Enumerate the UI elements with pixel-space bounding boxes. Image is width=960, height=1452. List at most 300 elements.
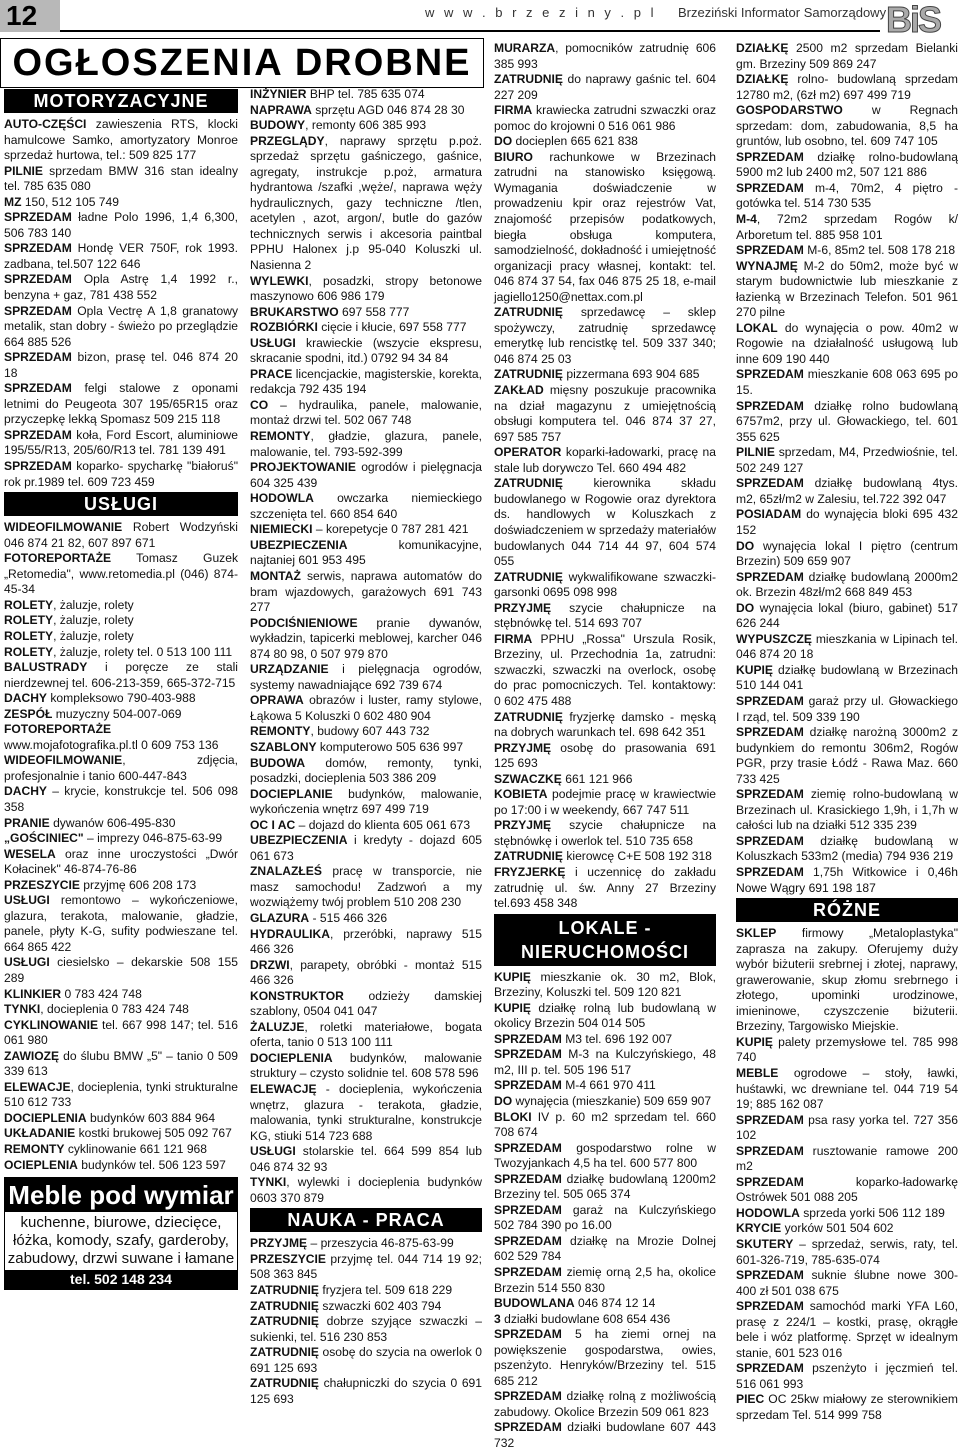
ad-text: , żaluzje, rolety xyxy=(53,613,134,628)
ad-keyword: REMONTY xyxy=(250,724,311,739)
ad-item xyxy=(736,601,958,632)
ad-text: ładne Polo 1996, 1,4 6,300, 506 783 140 xyxy=(4,210,238,240)
ad-keyword: DO xyxy=(736,600,755,615)
ad-text: kierownika składu budowlanego w Rogowie oraz dyrektora ds. handlowych w Koluszkach z doświadczeniem w sprzedaży materiałów budowlanych 044 714 44 97, 604 574 055 xyxy=(494,476,716,569)
ad-text: mieszkania w Lipinach tel. 046 874 20 18 xyxy=(736,631,958,662)
ad-keyword: ZAKŁAD xyxy=(494,383,544,398)
ads-lokale-2 xyxy=(736,41,958,896)
ad-text: , docieplenia 0 783 424 748 xyxy=(40,1002,189,1017)
ad-item xyxy=(494,1141,716,1172)
meble-ad xyxy=(4,1177,238,1290)
ad-text: m-4, 70m2, 4 piętro - gotówka tel. 514 730 535 xyxy=(736,180,958,211)
ad-keyword: SPRZEDAM xyxy=(494,1078,562,1093)
ad-text: pizzermana 693 904 685 xyxy=(562,367,700,382)
ad-item xyxy=(250,460,482,491)
ad-item xyxy=(736,1144,958,1175)
ad-text: kostki brukowej 505 092 767 xyxy=(75,1126,232,1141)
ad-text: szwaczki 602 403 794 xyxy=(318,1298,442,1313)
ad-item xyxy=(4,520,238,551)
ad-item xyxy=(250,87,482,103)
ad-item xyxy=(250,522,482,538)
ad-item xyxy=(736,1206,958,1222)
ads-lokale-1 xyxy=(494,970,716,1452)
ad-item xyxy=(736,1066,958,1113)
ad-keyword: ZATRUDNIĘ xyxy=(494,569,563,584)
ad-item xyxy=(250,616,482,663)
ad-keyword: USŁUGI xyxy=(4,893,50,908)
ad-keyword: USŁUGI xyxy=(250,1144,296,1159)
ad-item xyxy=(736,926,958,1035)
meble-title: Meble pod wymiar xyxy=(5,1178,237,1212)
ad-item xyxy=(4,645,238,661)
ad-text: dywanów 606-495-830 xyxy=(49,815,176,830)
ad-item xyxy=(250,103,482,119)
ad-text: sprzętu AGD 046 874 28 30 xyxy=(311,102,465,117)
ad-item xyxy=(250,118,482,134)
ad-keyword: SPRZEDAM xyxy=(4,350,72,365)
ad-item xyxy=(736,1268,958,1299)
ad-keyword: MEBLE xyxy=(736,1066,779,1080)
ad-keyword: KUPIĘ xyxy=(494,969,531,984)
ad-keyword: KOBIETA xyxy=(494,787,548,802)
ad-item xyxy=(250,740,482,756)
ad-keyword: SPRZEDAM xyxy=(736,1143,804,1158)
ad-keyword: PRZYJMĘ xyxy=(250,1236,308,1251)
ad-keyword: FOTOREPORTAŻE xyxy=(4,722,112,737)
ad-text: krawieckie (wszycie ekspresu, skracanie spodni, itd.) 0792 94 34 84 xyxy=(250,335,482,366)
ad-text: M3 tel. 696 192 007 xyxy=(561,1031,673,1046)
ad-keyword: PODCIŚNIENIOWE xyxy=(250,615,358,630)
ad-item xyxy=(250,1020,482,1051)
ad-keyword: ZATRUDNIĘ xyxy=(494,709,563,724)
ad-text: wynajęcia (mieszkanie) 509 659 907 xyxy=(512,1094,712,1108)
ad-keyword: SPRZEDAM xyxy=(736,1268,804,1283)
ad-text: pracę w transporcie, nie masz samochodu! Zadzwoń a my wozwiążemy twój problem 510 208 230 xyxy=(250,864,482,910)
ad-item xyxy=(494,1032,716,1048)
ad-keyword: 3 xyxy=(494,1311,501,1326)
ad-keyword: SPRZEDAM xyxy=(736,180,804,195)
ad-item xyxy=(494,1110,716,1141)
ad-keyword: SPRZEDAM xyxy=(4,459,72,474)
ad-keyword: PROJEKTOWANIE xyxy=(250,460,356,475)
ad-text: sprzeda yorki 506 112 189 xyxy=(799,1205,945,1220)
ad-item xyxy=(4,816,238,832)
ad-item xyxy=(494,818,716,849)
ad-item xyxy=(736,787,958,834)
ad-text: budynków tel. 506 123 597 xyxy=(77,1157,226,1172)
ad-item xyxy=(250,398,482,429)
ad-text: działkę budowlaną 2000m2 ok. Brzezin 48zł/m2 668 849 453 xyxy=(736,569,958,600)
ad-text: chałupniczki do szycia 0 691 125 693 xyxy=(250,1376,482,1406)
ad-keyword: WYPUSZCZĘ xyxy=(736,631,812,646)
ad-item xyxy=(494,1420,716,1451)
ad-text: PPHU „Rossa" Urszula Rosik, Brzeziny, ul. Przechodnia 1a, zatrudni: szwaczki, szwaczki na overlock, osobę do prac pomocniczych. Tel. kontaktowy: 0 602 475 488 xyxy=(494,631,716,708)
ad-item xyxy=(250,538,482,569)
ad-keyword: CO xyxy=(250,397,269,412)
ad-text: , docieplenia, tynki strukturalne 510 612 733 xyxy=(4,1079,238,1110)
ad-text: 0 783 424 748 xyxy=(61,986,142,1001)
ad-keyword: SPRZEDAM xyxy=(494,1420,562,1435)
ad-text: działkę na Mrozie Dolnej 602 529 784 xyxy=(494,1233,716,1264)
ad-text: fryzjerkę damsko - męską na dobrych warunkach tel. 698 642 351 xyxy=(494,709,716,740)
ad-keyword: SPRZEDAM xyxy=(736,398,804,413)
ad-keyword: BALUSTRADY xyxy=(4,660,88,675)
ad-text: tel. 667 998 147; tel. 516 061 980 xyxy=(4,1017,238,1048)
section-rozne: RÓŻNE xyxy=(736,898,958,922)
ad-item xyxy=(4,955,238,986)
ad-keyword: GOSPODARSTWO xyxy=(736,103,843,118)
ad-text: komunikacyjne, najtaniej 601 953 495 xyxy=(250,537,482,568)
ad-keyword: SPRZEDAM xyxy=(494,1202,562,1217)
ad-keyword: SPRZEDAM xyxy=(736,864,804,879)
ad-text: , parapety, obróbki - montaż 515 466 326 xyxy=(250,957,482,988)
ad-keyword: WIDEOFILMOWANIE xyxy=(4,520,123,535)
ad-text: – imprezy 046-875-63-99 xyxy=(83,831,223,846)
ad-text: działkę budowlaną w Koluszkach 533m2 (media) 794 936 219 xyxy=(736,833,958,864)
ad-item xyxy=(494,970,716,1001)
ad-item xyxy=(4,428,238,459)
ad-text: , 72m2 sprzedam Rogów k/ Arboretum tel. 885 958 101 xyxy=(736,212,958,242)
ad-item xyxy=(250,662,482,693)
ad-keyword: KLINKIER xyxy=(4,986,62,1001)
ad-keyword: DO xyxy=(494,134,513,149)
ad-text: samochód marki YFA L60, prasę z 224/1 – kostki, prasę, okrągłe bele i wóz platformę. Sprzęt w idealnym stanie, 601 523 016 xyxy=(736,1299,958,1360)
ad-item xyxy=(494,601,716,632)
ad-text: 2500 m2 sprzedam Bielanki gm. Brzeziny 509 869 247 xyxy=(736,41,958,71)
ad-item xyxy=(4,707,238,723)
ad-item xyxy=(4,1018,238,1049)
ad-text: Robert Wodzyński 046 874 21 82, 607 897 671 xyxy=(4,520,238,550)
ad-keyword: OPRAWA xyxy=(250,693,304,708)
ad-text: szycie chałupnicze na stębnówkę tel. 514 693 707 xyxy=(494,600,716,631)
ad-item xyxy=(494,632,716,710)
ad-text: koparko-ładowarkę Ostrówek 501 088 205 xyxy=(736,1174,958,1205)
ad-keyword: USŁUGI xyxy=(250,335,296,350)
ad-item xyxy=(494,367,716,383)
logo-text: BiS xyxy=(886,0,941,40)
page-header xyxy=(0,0,960,40)
ad-keyword: SPRZEDAM xyxy=(736,149,804,164)
ads-uslugi-1 xyxy=(4,520,238,1173)
ad-text: kompleksowo 790-403-988 xyxy=(47,691,196,706)
ad-text: , remonty 606 385 993 xyxy=(305,118,427,133)
ad-item xyxy=(494,1265,716,1296)
ad-text: sprzedawcę – sklep spożywczy, zatrudnię sprzedawcę emerytkę lub rencistkę tel. 509 337 340; 046 874 25 03 xyxy=(494,305,716,366)
ad-item xyxy=(736,103,958,150)
ad-item xyxy=(250,989,482,1020)
ad-keyword: ZATRUDNIĘ xyxy=(494,72,563,87)
site-url[interactable]: w w w . b r z e z i n y . p l xyxy=(425,5,657,20)
ad-text: firmowy „Metaloplastyka" zaprasza na zakupy. Oferujemy duży wybór biżuterii srebrnej i złotej, naprawy, grawerowanie, skup złomu srebrnego i złotego, upominki urodzinowe, imieninowe, czyszczenie biżuterii. Brzeziny, Targowisko Miejskie. xyxy=(736,926,958,1034)
ad-keyword: PRZYJMĘ xyxy=(494,600,552,615)
ad-text: OC 25kw miałowy ze sterownikiem sprzedam Tel. 514 999 758 xyxy=(736,1392,958,1423)
ad-text: dobrze szyjące szwaczki – sukienki, tel. 516 230 853 xyxy=(250,1314,482,1344)
ad-text: 150, 512 105 749 xyxy=(21,194,119,209)
ad-keyword: GLAZURA xyxy=(250,910,310,925)
ad-item xyxy=(494,41,716,72)
ad-keyword: SPRZEDAM xyxy=(494,1389,562,1404)
ad-item xyxy=(250,864,482,911)
ad-keyword: TYNKI xyxy=(250,1175,287,1190)
ad-text: budynków, malowanie struktury – czysto solidnie tel. 608 578 596 xyxy=(250,1050,482,1081)
ad-item xyxy=(250,1236,482,1252)
ad-text: - docieplenia, wykończenia wnętrz, glazura - terakota, gładzie, malowania, tynki strukturalne, konstrukcje KG, stiuki 514 723 688 xyxy=(250,1082,482,1143)
ad-item xyxy=(736,1113,958,1144)
ad-keyword: UBEZPIECZENIA xyxy=(250,537,348,552)
ad-item xyxy=(4,660,238,691)
ad-text: oraz inne uroczystości „Dwór Kołacinek" 46-874-76-86 xyxy=(4,846,238,877)
ad-text: docieplen 665 621 838 xyxy=(512,134,638,149)
ad-item xyxy=(4,1158,238,1174)
ad-keyword: BLOKI xyxy=(494,1109,532,1124)
ad-item xyxy=(494,1094,716,1110)
ad-keyword: ZATRUDNIĘ xyxy=(250,1314,319,1329)
ad-text: serwis, naprawa automatów do bram wjazdowych, garażowych 691 743 277 xyxy=(250,568,482,615)
ad-keyword: REMONTY xyxy=(250,429,311,444)
ad-text: działkę rolno budowlaną 6757m2, przy ul. Głowackiego, tel. 601 355 625 xyxy=(736,398,958,444)
ad-item xyxy=(736,1175,958,1206)
ad-keyword: ZATRUDNIĘ xyxy=(250,1345,319,1360)
ad-keyword: FOTOREPORTAŻE xyxy=(4,551,112,566)
ad-item xyxy=(736,181,958,212)
ad-text: mięsny poszukuje pracownika na dział magazynu z umiejętnością obsługi komputera tel. 046 874 37 27, 697 585 757 xyxy=(494,383,716,444)
ad-keyword: DZIAŁKĘ xyxy=(736,41,789,55)
ad-item xyxy=(4,753,238,784)
ad-keyword: AUTO-CZĘŚCI xyxy=(4,117,87,131)
ad-item xyxy=(250,320,482,336)
ad-keyword: POSIADAM xyxy=(736,507,802,522)
ad-text: przyjmę 606 208 173 xyxy=(79,877,197,892)
page-number: 12 xyxy=(0,0,60,32)
ads-moto xyxy=(4,117,238,490)
ad-text: obrazów i luster, ramy stylowe, Łąkowa 5 Koluszki 0 602 480 904 xyxy=(250,693,482,723)
ad-keyword: ZATRUDNIĘ xyxy=(494,367,563,382)
ad-text: Opla Astrę 1,4 1992 r., benzyna + gaz, 781 438 552 xyxy=(4,272,238,303)
ad-item xyxy=(494,383,716,445)
ad-text: rusztowanie ramowe 200 m2 xyxy=(736,1143,958,1174)
ad-item xyxy=(4,691,238,707)
ad-item xyxy=(4,304,238,351)
ad-keyword: ROLETY xyxy=(4,628,54,643)
ad-text: koparko- spycharkę "białoruś" rok pr.1989 tel. 609 723 459 xyxy=(4,459,238,489)
ad-item xyxy=(250,693,482,724)
ad-keyword: SPRZEDAM xyxy=(494,1265,562,1280)
ad-item xyxy=(494,103,716,134)
ad-keyword: ROLETY xyxy=(4,613,54,628)
ad-text: BHP tel. 785 635 074 xyxy=(306,87,425,101)
ad-keyword: PRZESZYCIE xyxy=(4,877,80,892)
ad-item xyxy=(736,507,958,538)
ad-text: felgi stalowe z oponami letnimi do Peugeota 307 195/65R15 oraz przyczepkę lekką Spomasz 509 215 118 xyxy=(4,381,238,427)
ad-item xyxy=(736,399,958,446)
ad-keyword: SPRZEDAM xyxy=(4,427,72,442)
ad-text: – hydraulika, panele, malowanie, montaż drzwi tel. 502 067 748 xyxy=(250,397,482,428)
ad-text: , naprawy sprzętu p.poż. sprzedaż sprzętu gaśniczego, gaśnice, agregaty, instrukcje p.poż, armatura hydrantowa /szafki ,węże/, naprawa węży hydraulicznych, gazy techniczne /tlen, acetylen , azot, argon/, butle do gazów technicznych serwis i akcesoria paintbal PPHU Halonex j.p 95-040 Koluszki ul. Nasienna 2 xyxy=(250,133,482,273)
ad-item xyxy=(494,150,716,305)
ad-keyword: SPRZEDAM xyxy=(736,243,804,258)
ad-item xyxy=(250,1144,482,1175)
ad-keyword: KUPIĘ xyxy=(736,1034,773,1049)
ad-text: garaż na Kulczyńskiego 502 784 390 po 16.00 xyxy=(494,1202,716,1233)
ad-item xyxy=(4,878,238,894)
ad-text: Tomasz Guzek „Retomedia", www.retomedia.pl (046) 874-45-34 xyxy=(4,551,238,597)
ad-text: i kredyty - dojazd 605 061 673 xyxy=(250,833,482,863)
ad-text: budynków 603 884 964 xyxy=(86,1110,216,1125)
ad-item xyxy=(494,476,716,569)
ad-text: komputerowo 505 636 997 xyxy=(316,739,464,754)
paper-title: Brzeziński Informator Samorządowy xyxy=(678,5,887,20)
ad-keyword: DOCIEPLENIA xyxy=(250,1050,333,1065)
ad-text: zawieszenia RTS, klocki hamulcowe Samko, amortyzatory Monroe sprzedaż hurtowa, tel.: 509 825 177 xyxy=(4,117,238,163)
ad-item xyxy=(736,1035,958,1066)
ad-item xyxy=(250,1314,482,1345)
ad-item xyxy=(494,1078,716,1094)
ad-keyword: ZNALAZŁEŚ xyxy=(250,864,322,879)
ad-item xyxy=(4,210,238,241)
ad-item xyxy=(736,570,958,601)
ad-text: domów, remonty, tynki, posadzki, docieplenia 503 386 209 xyxy=(250,755,482,786)
ad-keyword: DOCIEPLENIA xyxy=(4,1110,87,1125)
ad-keyword: TYNKI xyxy=(4,1002,41,1017)
ad-text: psa rasy yorka tel. 727 356 102 xyxy=(736,1112,958,1143)
ad-keyword: HYDRAULIKA xyxy=(250,926,330,941)
header-rule xyxy=(60,30,880,32)
ad-keyword: ZATRUDNIĘ xyxy=(494,476,563,491)
ad-item xyxy=(250,724,482,740)
ad-keyword: ROZBIÓRKI xyxy=(250,320,318,335)
ad-text: , żaluzje, rolety xyxy=(53,597,134,612)
ad-text: , posadzki, stropy betonowe maszynowo 606 986 179 xyxy=(250,273,482,304)
ad-keyword: SPRZEDAM xyxy=(494,1327,562,1342)
ad-text: garaż przy ul. Głowackiego I rząd, tel. 509 339 190 xyxy=(736,693,958,724)
ads-uslugi-2 xyxy=(250,87,482,1206)
ad-item xyxy=(736,212,958,243)
ad-text: działkę budowlaną 1200m2 Brzeziny tel. 505 065 374 xyxy=(494,1171,716,1202)
ad-text: , wylewki i docieplenia budynków 0603 370 879 xyxy=(250,1175,482,1205)
ad-text: licencjackie, magisterskie, korekta, redakcja 792 435 194 xyxy=(250,366,482,397)
ad-keyword: SPRZEDAM xyxy=(736,725,804,740)
ad-item xyxy=(4,241,238,272)
ad-keyword: SPRZEDAM xyxy=(736,787,804,802)
ad-item xyxy=(494,1234,716,1265)
ad-keyword: SPRZEDAM xyxy=(736,1174,804,1189)
ad-item xyxy=(736,243,958,259)
ad-item xyxy=(494,72,716,103)
ad-keyword: SPRZEDAM xyxy=(4,303,72,318)
section-lokale: LOKALE - NIERUCHOMOŚCI xyxy=(494,914,716,966)
section-uslugi: USŁUGI xyxy=(4,492,238,516)
ad-item xyxy=(736,725,958,787)
ad-item xyxy=(4,629,238,645)
ad-keyword: HODOWLA xyxy=(736,1205,800,1220)
ad-keyword: HODOWLA xyxy=(250,491,314,506)
ad-keyword: BUDOWLANA xyxy=(494,1296,575,1311)
bis-logo xyxy=(884,0,960,40)
ad-keyword: PRZEGLĄDY xyxy=(250,133,325,148)
ad-item xyxy=(494,1172,716,1203)
ad-text: , przeróbki, naprawy 515 466 326 xyxy=(250,926,482,957)
ad-text: , żaluzje, rolety xyxy=(53,628,134,643)
ad-keyword: LOKAL xyxy=(736,320,778,335)
ad-item xyxy=(250,1051,482,1082)
ad-keyword: ROLETY xyxy=(4,644,54,659)
ad-text: 661 121 966 xyxy=(561,771,633,786)
ad-text: suknie ślubne nowe 300-400 zł 501 038 675 xyxy=(736,1268,958,1298)
ad-item xyxy=(250,756,482,787)
ad-item xyxy=(4,784,238,815)
ad-text: wykwalifikowane szwaczki-garsonki 0695 098 998 xyxy=(494,569,716,600)
ad-text: Opla Vectrę A 1,8 granatowy metalik, stan dobry - świeżo po przeglądzie 664 885 526 xyxy=(4,303,238,349)
ad-keyword: SPRZEDAM xyxy=(494,1171,562,1186)
ad-keyword: PIEC xyxy=(736,1392,765,1407)
ad-item xyxy=(250,367,482,398)
ad-keyword: ZATRUDNIĘ xyxy=(494,849,563,864)
ad-item xyxy=(736,41,958,72)
ad-text: wynajęcia lokal I piętro (centrum Brzezin) 509 659 907 xyxy=(736,538,958,569)
ad-item xyxy=(736,1361,958,1392)
ad-keyword: KONSTRUKTOR xyxy=(250,988,344,1003)
ad-keyword: FRYZJERKĘ xyxy=(494,864,566,879)
ad-keyword: PILNIE xyxy=(4,163,43,178)
ad-item xyxy=(4,598,238,614)
ad-item xyxy=(4,117,238,164)
ad-keyword: DRZWI xyxy=(250,957,290,972)
ad-item xyxy=(736,1299,958,1361)
ad-keyword: ELEWACJE xyxy=(4,1079,71,1094)
ad-item xyxy=(4,1049,238,1080)
ad-text: – przeszycia 46-875-63-99 xyxy=(307,1236,454,1251)
ad-item xyxy=(736,663,958,694)
ad-text: M-3 na Kulczyńskiego, 48 m2, III p. tel. 505 196 517 xyxy=(494,1047,716,1077)
ad-item xyxy=(736,321,958,368)
ad-text: 697 558 777 xyxy=(338,304,410,319)
ad-text: działkę rolną z możliwością zabudowy. Okolice Brzezin 509 061 823 xyxy=(494,1389,716,1419)
ad-text: – korepetycje 0 787 281 421 xyxy=(312,522,469,537)
ad-item xyxy=(250,833,482,864)
ad-keyword: „GOŚCINIEC" xyxy=(4,831,84,846)
ad-item xyxy=(4,722,238,753)
ad-keyword: DOCIEPLANIE xyxy=(250,786,333,801)
ad-item xyxy=(250,1283,482,1299)
ad-keyword: UBEZPIECZENIA xyxy=(250,833,348,848)
ad-text: , budowy 607 443 732 xyxy=(310,724,430,739)
ad-item xyxy=(494,772,716,788)
ad-keyword: SPRZEDAM xyxy=(736,476,804,491)
ad-keyword: DACHY xyxy=(4,784,48,799)
ad-item xyxy=(494,1047,716,1078)
ad-text: działkę budowlaną w Brzezinach 510 144 041 xyxy=(736,662,958,693)
ad-item xyxy=(250,911,482,927)
ad-text: M-4 661 970 411 xyxy=(561,1078,656,1093)
ad-keyword: MURARZA xyxy=(494,41,556,55)
ad-item xyxy=(4,350,238,381)
ad-keyword: SPRZEDAM xyxy=(736,569,804,584)
ad-item xyxy=(4,1080,238,1111)
ad-text: , pomocników zatrudnię 606 385 993 xyxy=(494,41,716,71)
ad-text: działki budowlane 608 654 436 xyxy=(500,1311,671,1326)
ad-keyword: KRYCIE xyxy=(736,1221,782,1236)
ad-item xyxy=(4,459,238,490)
ad-keyword: UKŁADANIE xyxy=(4,1126,76,1141)
ad-item xyxy=(494,305,716,367)
ad-text: mieszkanie ok. 30 m2, Blok, Brzeziny, Koluszki tel. 509 120 821 xyxy=(494,969,716,1000)
ad-text: koła, Ford Escort, aluminiowe 195/55/R13, 205/60/R13 tel. 781 139 491 xyxy=(4,427,238,458)
ad-item xyxy=(494,134,716,150)
ad-keyword: BRUKARSTWO xyxy=(250,304,339,319)
ad-text: pranie dywanów, wykładzin, tapicerki meblowej, karcher 046 874 80 98, 0 507 979 870 xyxy=(250,615,482,661)
ad-text: krawiecka zatrudni szwaczki oraz pomoc do krojowni 0 516 061 986 xyxy=(494,103,716,133)
ad-text: do ślubu BMW „5" – tanio 0 509 339 613 xyxy=(4,1048,238,1079)
